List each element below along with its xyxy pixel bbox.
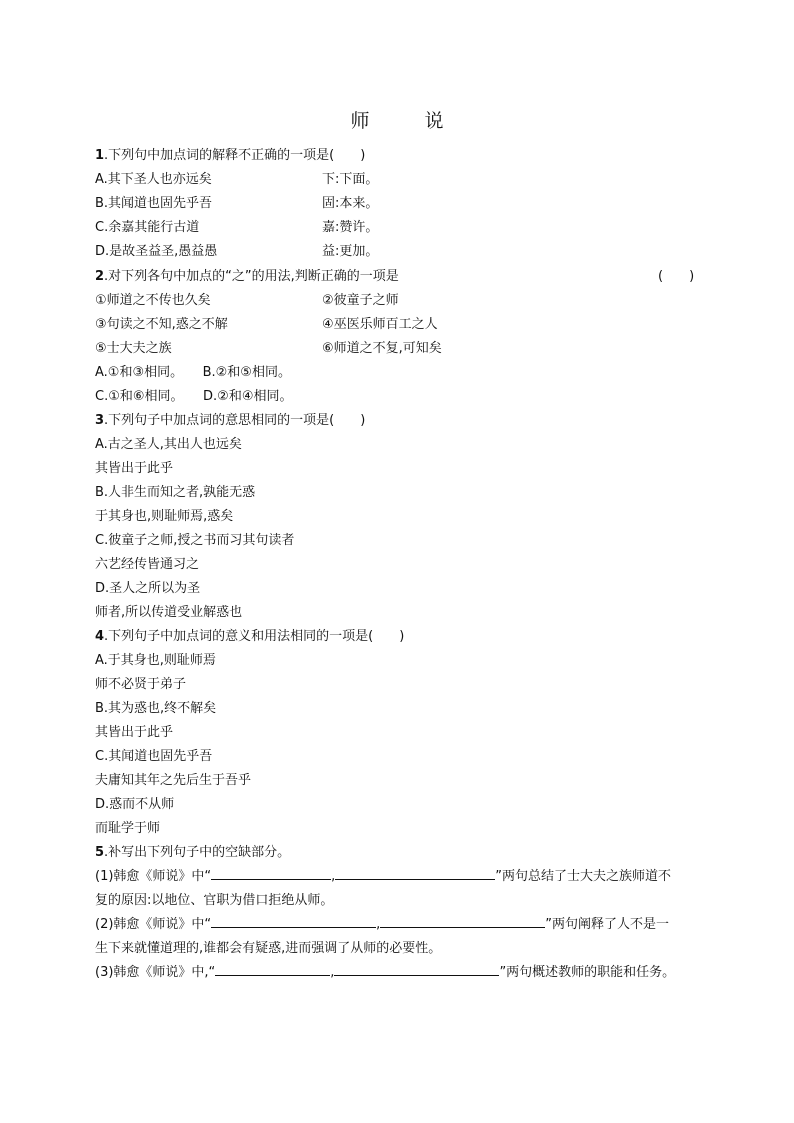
question-3-stem	[95, 409, 365, 433]
q5-3-suffix: ”两句概述教师的职能和任务。	[499, 965, 676, 980]
q3-line: D.圣人之所以为圣	[95, 581, 201, 596]
page-title: 师 说	[350, 110, 462, 132]
comma: ,	[331, 869, 336, 884]
q1-option-b-gloss: 固:本来。	[322, 196, 379, 211]
q1-option-d-gloss: 益:更加。	[322, 244, 379, 259]
fill-blank-2a[interactable]	[211, 913, 376, 928]
q4-line: 其皆出于此乎	[95, 725, 174, 740]
question-text: .下列句子中加点词的意思相同的一项是( )	[104, 413, 366, 428]
question-number: 2	[95, 269, 105, 284]
question-1-stem	[95, 144, 365, 168]
question-text: .补写出下列句子中的空缺部分。	[104, 845, 291, 860]
q3-line: 六艺经传皆通习之	[95, 557, 200, 572]
q1-option-c: C.余嘉其能行古道	[95, 220, 200, 235]
q2-item-4: ④巫医乐师百工之人	[322, 317, 438, 332]
fill-blank-1a[interactable]	[211, 865, 331, 880]
fill-blank-1b[interactable]	[335, 865, 495, 880]
q2-item-2: ②彼童子之师	[322, 293, 399, 308]
q5-sentence-1	[95, 865, 671, 889]
q2-item-6: ⑥师道之不复,可知矣	[322, 341, 442, 356]
question-number: 3	[95, 413, 105, 428]
question-number: 4	[95, 629, 105, 644]
question-text: .下列句中加点词的解释不正确的一项是( )	[104, 148, 366, 163]
q5-1-prefix: (1)韩愈《师说》中“	[95, 869, 212, 884]
q4-line: 师不必贤于弟子	[95, 677, 187, 692]
q5-sentence-2-cont: 生下来就懂道理的,谁都会有疑惑,进而强调了从师的必要性。	[95, 941, 442, 956]
q4-line: 而耻学于师	[95, 821, 161, 836]
q1-option-a-gloss: 下:下面。	[322, 172, 379, 187]
comma: ,	[376, 917, 381, 932]
q5-2-prefix: (2)韩愈《师说》中“	[95, 917, 212, 932]
q4-line: 夫庸知其年之先后生于吾乎	[95, 773, 252, 788]
q4-line: D.惑而不从师	[95, 797, 175, 812]
q1-option-b: B.其闻道也固先乎吾	[95, 196, 213, 211]
q5-sentence-3	[95, 961, 675, 985]
q1-option-a: A.其下圣人也亦远矣	[95, 172, 212, 187]
q1-option-c-gloss: 嘉:赞许。	[322, 220, 379, 235]
question-text: .下列句子中加点词的意义和用法相同的一项是( )	[104, 629, 405, 644]
q4-line: A.于其身也,则耻师焉	[95, 653, 216, 668]
comma: ,	[330, 965, 335, 980]
answer-parentheses: ( )	[658, 269, 695, 284]
question-text: .对下列各句中加点的“之”的用法,判断正确的一项是	[104, 269, 399, 284]
fill-blank-3b[interactable]	[334, 961, 499, 976]
q5-sentence-1-cont: 复的原因:以地位、官职为借口拒绝从师。	[95, 893, 334, 908]
q3-line: 师者,所以传道受业解惑也	[95, 605, 243, 620]
q5-sentence-2	[95, 913, 669, 937]
q5-1-suffix: ”两句总结了士大夫之族师道不	[495, 869, 672, 884]
q1-option-d: D.是故圣益圣,愚益愚	[95, 244, 218, 259]
fill-blank-3a[interactable]	[215, 961, 330, 976]
question-5-stem	[95, 841, 290, 865]
q3-line: C.彼童子之师,授之书而习其句读者	[95, 533, 295, 548]
q3-line: B.人非生而知之者,孰能无惑	[95, 485, 256, 500]
q2-item-1: ①师道之不传也久矣	[95, 293, 211, 308]
q2-options-cd: C.①和⑥相同。 D.②和④相同。	[95, 389, 293, 404]
q3-line: 于其身也,则耻师焉,惑矣	[95, 509, 234, 524]
question-4-stem	[95, 625, 404, 649]
question-number: 1	[95, 148, 105, 163]
q2-item-5: ⑤士大夫之族	[95, 341, 172, 356]
q2-options-ab: A.①和③相同。 B.②和⑤相同。	[95, 365, 291, 380]
q3-line: 其皆出于此乎	[95, 461, 174, 476]
q5-2-suffix: ”两句阐释了人不是一	[545, 917, 670, 932]
question-number: 5	[95, 845, 105, 860]
q3-line: A.古之圣人,其出人也远矣	[95, 437, 242, 452]
q2-item-3: ③句读之不知,惑之不解	[95, 317, 228, 332]
q4-line: C.其闻道也固先乎吾	[95, 749, 213, 764]
question-2-stem	[95, 265, 399, 289]
fill-blank-2b[interactable]	[380, 913, 545, 928]
q4-line: B.其为惑也,终不解矣	[95, 701, 217, 716]
q5-3-prefix: (3)韩愈《师说》中,“	[95, 965, 216, 980]
